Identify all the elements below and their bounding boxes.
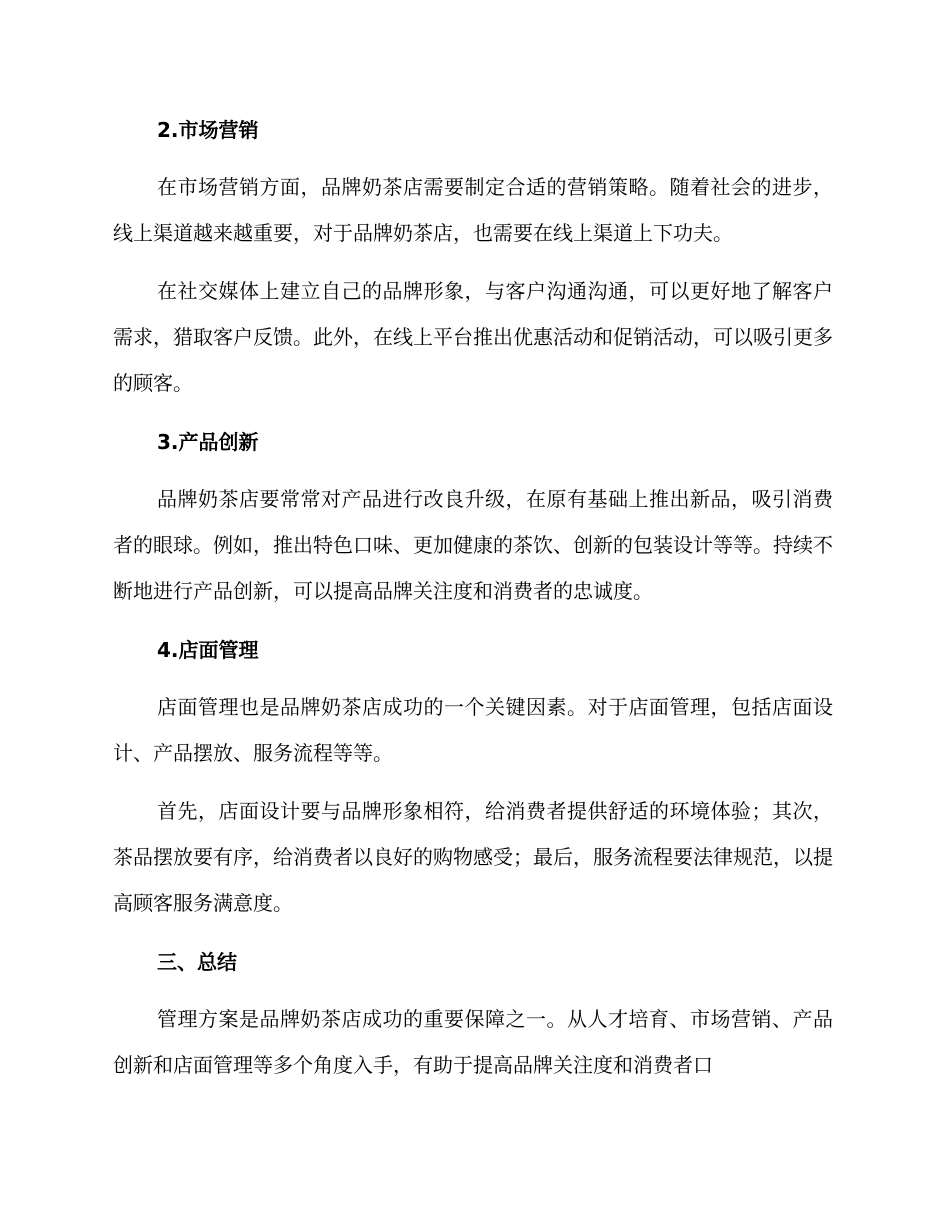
section-heading-product-innovation: 3.产品创新 xyxy=(157,430,259,454)
paragraph-store-management-2: 首先，店面设计要与品牌形象相符，给消费者提供舒适的环境体验；其次，茶品摆放要有序，给消费者以良好的购物感受；最后，服务流程要法律规范，以提高顾客服务满意度。 xyxy=(113,799,833,915)
paragraph-marketing-1: 在市场营销方面，品牌奶茶店需要制定合适的营销策略。随着社会的进步，线上渠道越来越重要，对于品牌奶茶店，也需要在线上渠道上下功夫。 xyxy=(113,175,833,245)
paragraph-marketing-2: 在社交媒体上建立自己的品牌形象，与客户沟通沟通，可以更好地了解客户需求，猎取客户反馈。此外，在线上平台推出优惠活动和促销活动，可以吸引更多的顾客。 xyxy=(113,279,833,395)
paragraph-store-management-1: 店面管理也是品牌奶茶店成功的一个关键因素。对于店面管理，包括店面设计、产品摆放、服务流程等等。 xyxy=(113,695,833,765)
paragraph-summary-1: 管理方案是品牌奶茶店成功的重要保障之一。从人才培育、市场营销、产品创新和店面管理等多个角度入手，有助于提高品牌关注度和消费者口 xyxy=(113,1007,833,1077)
section-heading-marketing: 2.市场营销 xyxy=(157,118,259,142)
section-heading-store-management: 4.店面管理 xyxy=(157,638,259,662)
paragraph-product-innovation-1: 品牌奶茶店要常常对产品进行改良升级，在原有基础上推出新品，吸引消费者的眼球。例如，推出特色口味、更加健康的茶饮、创新的包装设计等等。持续不断地进行产品创新，可以提高品牌关注度和消费者的忠诚度。 xyxy=(113,487,833,603)
document-page xyxy=(113,106,833,1088)
section-heading-summary: 三、总结 xyxy=(157,950,237,974)
